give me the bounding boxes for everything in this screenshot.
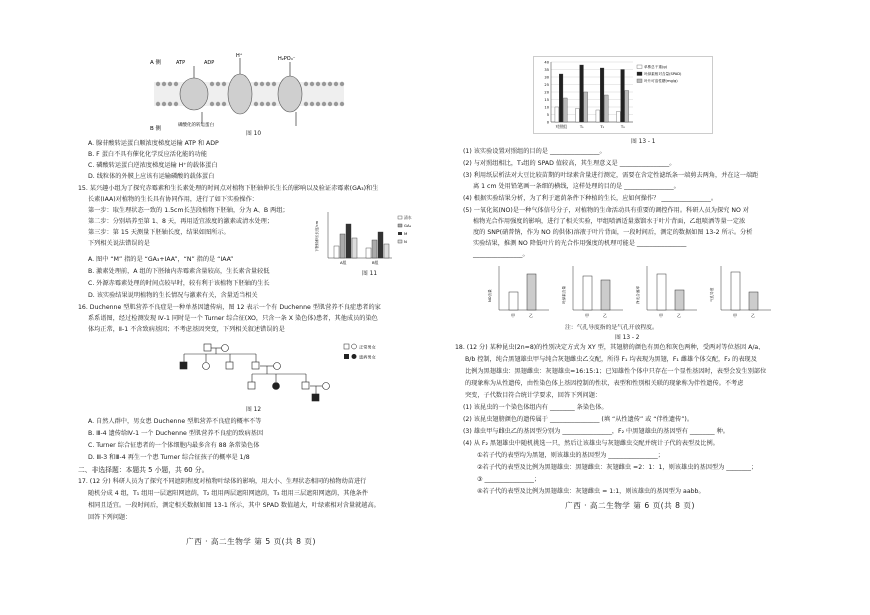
panel-0-group-b: 乙 [529,313,533,318]
fig11-bars-b [366,232,389,258]
fig10-atp-label: ATP [176,60,186,66]
q17-sub-3: (3) 利用纸层析法对大豆比较苗期的叶绿素含量进行测定，需要在含定性滤纸条一端剪去两角，并在这一端距 [463,172,759,179]
q18-sub-4-3: ③ ________________； [477,476,541,483]
q18-line-2: B/b 控制，纯合黑翅雄虫甲与纯合灰翅雌虫乙交配，所得 F₁ 均表现为黑翅，F₁ 雌雄个体交配，F₂ 的表现及 [465,356,757,363]
figure-11 [314,208,424,270]
q17-sub-3b: 离 1 cm 处用铅笔画一条细的横线，这样处理的目的是 ________________。 [473,183,680,190]
figure-13-2-svg [485,262,775,322]
bar [584,92,588,122]
bar [625,91,629,123]
bar [621,70,625,123]
x-tick-label: T₃ [620,124,625,129]
y-tick-label: 10 [544,105,549,110]
q16-line-3: 体均正常，Ⅱ-1 不含致病基因；不考虑基因突变，下列相关叙述错误的是 [88,326,285,333]
fig11-legend-0: 清水 [404,215,412,220]
panel-chlorophyll [561,266,623,318]
fig11-legend [398,215,412,244]
panel-2-label: 净光合速率 [636,286,640,304]
q14-option-a: A. 腺苷酸转运蛋白顺浓度梯度运输 ATP 和 ADP [88,140,219,147]
panel-3-label: 气孔导度 [710,287,714,302]
legend-swatch [637,72,642,76]
figure-13-2 [485,262,775,322]
panel-no-content [487,266,549,318]
chart-y-ticks [544,60,549,124]
figure-13-1-chart [533,56,713,134]
panel-3-group-b: 乙 [751,313,755,318]
q17-line-3: 相同且适宜。一段时间后，测定相关数据如图 13-1 所示，其中 SPAD 数值越大，叶绿素相对含量就越高。 [88,502,380,509]
figure-13-2-caption: 图 13 - 2 [615,335,640,341]
fig11-group-a: A组 [340,260,347,265]
q15-line-3: 第一步：取生理状态一致的 1.5cm长茎段植物下胚轴，分为 A、B 两组； [88,207,289,214]
fig11-bars-a [334,224,357,258]
q17-sub-5b: 植物光合作用强度的影响，进行了相关实验，甲组喷洒适量蒸馏水于叶片背面，乙组喷洒等量一定浓 [473,218,746,225]
q17-line-4: 回答下列问题： [88,514,132,521]
figure-10-caption: 图 10 [246,131,262,137]
fig12-legend-affected: 患病男女 [359,354,376,360]
q15-option-d: D. 该实验结果说明植物的生长情况与激素有关，含量适当相关 [88,292,258,299]
q17-line-1: 17. (12 分) 科研人员为了探究不同遮阴程度对植物叶绿体的影响，用大小、生理状态相同的植物幼苗进行 [78,478,367,485]
y-tick-label: 20 [544,90,549,95]
bar [563,98,567,122]
y-tick-label: 0 [546,120,549,125]
q17-sub-2: (2) 与对照组相比，T₁组的 SPAD 值较高，其生理意义是 ________________。 [463,160,676,167]
q16-option-c: C. Turner 综合征患者的一个体细胞内最多含有 88 条常染色体 [88,442,260,449]
figure-10-svg [150,52,350,134]
fig10-pump-label: 磷酸化的转运蛋白 [178,123,214,128]
fig10-adp-label: ADP [204,60,215,66]
y-tick-label: 25 [544,82,549,87]
figure-11-caption: 图 11 [362,271,378,277]
q18-line-5: 突变，子代数目符合统计学要求，回答下列问题： [465,392,602,399]
left-column [70,0,430,615]
fig10-label-b: B 侧 [150,126,162,132]
x-tick-label: 对照组 [555,124,567,129]
q14-option-c: C. 磷酸转运蛋白逆浓度梯度运输 H⁺的载体蛋白 [88,162,218,169]
q18-sub-3: (3) 雄虫甲与雌虫乙的基因型分别为 ________________，F₂ 中黑翅雄虫的基因型有 ________ 种。 [463,428,729,435]
bar [559,74,563,122]
q17-sub-4: (4) 根据实验结果分析，为了利于遮荫条件下种植的生长，应如何操作？ ________________。 [463,195,718,202]
figure-11-svg [314,208,424,270]
fig11-ylabel: 下胚轴伸长长度/cm [315,220,319,252]
fig10-h2po4-label: H₂PO₄⁻ [278,56,296,62]
q18-sub-1: (1) 该昆虫的一个染色体组内有 ________ 条染色体。 [463,404,608,411]
y-tick-label: 40 [544,60,549,65]
q16-line-2: 系系谱图，经过检测发现 Ⅳ-1 同时是一个 Turner 综合征(XO，只含一条 X 染色体)患者，其他成员的染色 [88,315,378,322]
q15-line-4: 第二步：分别培养至第 1、8 天，再用适宜浓度的激素或清水处理； [88,218,274,225]
q17-sub-5e: ________________。 [473,251,529,258]
panel-1-group-a: 甲 [585,313,589,318]
q18-line-1: 18. (12 分) 某种昆虫(2n=8)的性别决定方式为 XY 型，其翅膀的颜色有黑色和灰色两种，受两对等位基因 A/a、 [455,344,765,351]
q15-line-1: 15. 某兴趣小组为了探究赤霉素和生长素处理的时间点对植物下胚轴伸长生长的影响以及验证赤霉素(GA₃)和生 [78,185,379,192]
y-tick-label: 5 [546,112,549,117]
chart-bars [555,65,629,122]
fig11-legend-3: N [404,239,407,244]
pedigree-individuals [180,344,330,401]
y-tick-label: 30 [544,75,549,80]
pedigree-legend [344,344,376,361]
fig11-legend-2: M [404,231,408,236]
y-tick-label: 35 [544,67,549,72]
bar [604,95,608,122]
figure-12 [166,336,396,404]
q17-line-2: 随机分成 4 组，T₁ 组用一层遮阳网遮荫，T₂ 组用两层遮阳网遮荫，T₃ 组用三层遮阳网遮荫，其他条件 [88,490,369,497]
legend-label: 叶片可溶性糖(mg/g) [644,79,678,83]
q18-sub-2: (2) 该昆虫翅膀颜色的遗传属于 ________________ (填 “从性遗传” 或 “伴性遗传”)。 [463,416,694,423]
q17-sub-5c: 度的 SNP(硝普钠，作为 NO 的供体)溶液于叶片背面，一段时间后，测定的数据如图 13-2 所示。分析 [473,229,753,236]
figure-13-2-note: 注：气孔导度指的是气孔开放程度。 [565,325,658,331]
panel-0-label: NO含量 [488,289,492,302]
q15-line-6: 下列相关说法错误的是 [88,240,150,247]
bar [600,68,604,122]
q18-line-4: 的现象称为从性遗传，由性染色体上基因控制的性状，表型和性别相关联的现象称为伴性遗传。不考虑 [465,380,744,387]
panel-0-group-a: 甲 [511,313,515,318]
q17-sub-1: (1) 该实验设置对照组的目的是 ________________。 [463,148,606,155]
bar [555,107,559,122]
section-2-heading: 二、非选择题：本题共 5 小题，共 60 分。 [78,466,209,474]
q14-option-d: D. 线粒体的外膜上应该有运输磷酸的载体蛋白 [88,173,215,180]
q14-option-b: B. F 蛋白不具有催化化学反应活化能的功能 [88,151,207,158]
legend-label: 叶绿素相对含量(SPAD) [644,72,682,76]
fig11-group-b: B组 [372,260,379,265]
q18-line-3: 比例为黑翅雄虫：黑翅雌虫：灰翅雄虫=16:15:1；已知雄性个体中只存在一个显性基因时，表型会发生别部位 [465,368,767,375]
q16-option-d: D. Ⅲ-3 和Ⅲ-4 再生一个患 Turner 综合征孩子的概率是 1/8 [88,454,250,461]
y-tick-label: 15 [544,97,549,102]
q15-option-c: C. 外源赤霉素处理的时间点较早时，较有利于该植物下胚轴的生长 [88,280,270,287]
q15-line-2: 长素(IAA)对植物的生长具有协同作用，进行了如下实验操作： [88,196,258,203]
legend-label: 单株总干重(g) [644,65,668,69]
figure-12-caption: 图 12 [246,407,262,413]
x-tick-label: T₁ [579,124,584,129]
panel-2-group-a: 甲 [659,313,663,318]
q17-sub-5: (5) 一氧化氮(NO)是一种气体信号分子，对植物的生命活动具有重要的调控作用。科研人员为探究 NO 对 [463,207,749,214]
panel-1-group-b: 乙 [603,313,607,318]
q18-sub-4-4: ④若子代的表型及比例为黑翅雄虫：灰翅雌虫 = 1:1，则该雄虫的基因型为 aabb。 [477,488,705,495]
fig10-label-a: A 侧 [150,60,162,66]
q16-line-1: 16. Duchenne 型肌营养不良症是一种单基因遗传病，图 12 表示一个有 Duchenne 型肌营养不良症患者的家 [78,304,381,311]
q18-sub-4: (4) 从 F₂ 黑翅雄虫中随机挑选一只，然后让该雄虫与灰翅雌虫交配并统计子代的表型及比例。 [463,440,719,447]
q17-sub-5d: 实验结果，推测 NO 降低叶片的光合作用强度的机理可能是 ________________ [473,240,687,247]
figure-12-svg [166,336,396,404]
legend-swatch [637,65,642,69]
fig11-legend-1: GA₃ [404,223,412,228]
legend-swatch [637,79,642,83]
transport-proteins [180,74,302,114]
panel-stomatal-conductance [709,266,771,318]
x-tick-label: T₂ [600,124,605,129]
q16-option-a: A. 自然人群中，男女患 Duchenne 型肌营养不良症的概率不等 [88,418,262,425]
chart-x-labels [556,124,626,129]
right-column [455,0,815,615]
figure-13-1 [533,56,713,134]
fig10-h-label: H⁺ [236,53,243,59]
panel-2-group-b: 乙 [677,313,681,318]
q18-sub-4-1: ①若子代的表型均为黑翅，则该雄虫的基因型为 ________________； [477,452,664,459]
figure-13-1-caption: 图 13 - 1 [631,139,656,145]
q15-option-b: B. 激素处理前，A 组的下胚轴内赤霉素含量较高，生长素含量较低 [88,268,270,275]
q15-option-a: A. 图中 “M” 指的是 “GA₃+IAA”，“N” 指的是 “IAA” [88,256,234,263]
panel-3-group-a: 甲 [733,313,737,318]
bar [616,112,620,123]
bar [575,109,579,123]
q18-sub-4-2: ②若子代的表型及比例为黑翅雄虫：黑翅雌虫：灰翅雌虫 =2：1：1，则该雄虫的基因型为 ________； [477,464,758,471]
left-page-footer: 广西 · 高二生物学 第 5 页(共 8 页) [186,537,316,546]
panel-1-label: 叶绿素含量 [562,286,566,304]
bar [596,110,600,122]
right-page-footer: 广西 · 高二生物学 第 6 页(共 8 页) [565,501,695,510]
q16-option-b: B. Ⅲ-4 遗传给Ⅳ-1 一个 Duchenne 型肌营养不良症的致病基因 [88,430,264,437]
figure-10 [150,52,350,134]
chart-legend [637,64,682,83]
fig12-legend-normal: 正常男女 [359,344,376,350]
q15-line-5: 第三步：第 15 天测量下胚轴长度，结果如图所示。 [88,229,230,236]
panel-net-photosynthesis [635,266,697,318]
bar [580,65,584,122]
